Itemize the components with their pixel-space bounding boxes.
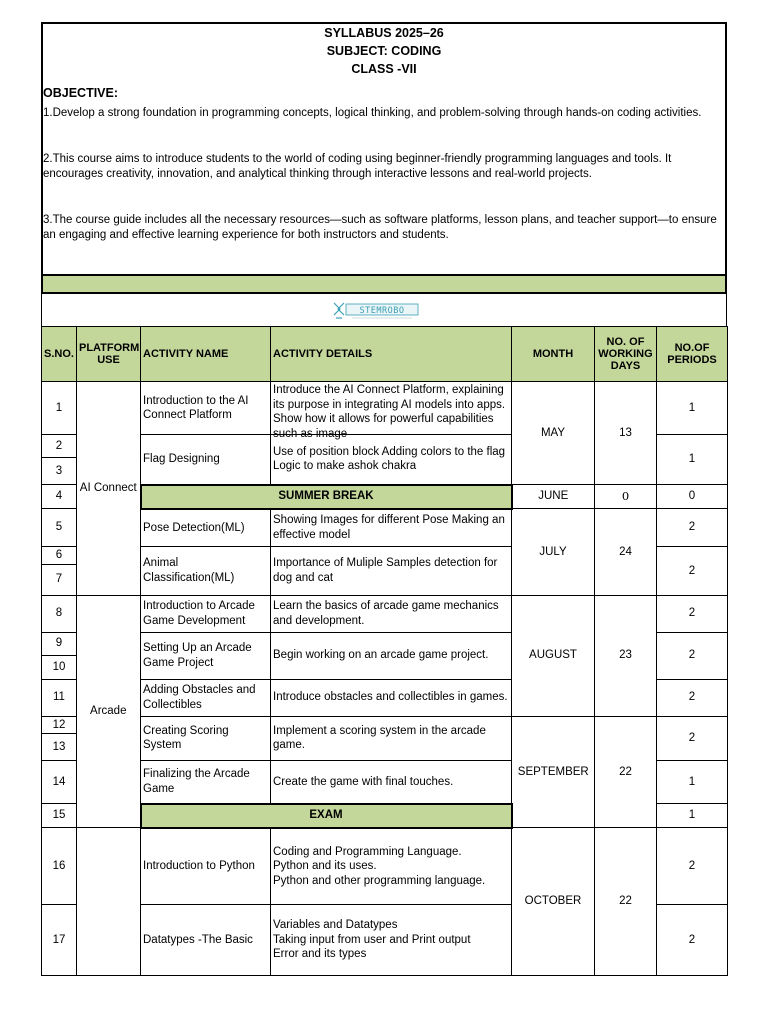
table-row [42, 382, 728, 435]
col-header-activity: ACTIVITY NAME [141, 327, 271, 382]
sno-cell: 1 [42, 382, 77, 435]
activity-cell: Datatypes -The Basic [141, 905, 271, 976]
sno-cell: 9 [42, 632, 77, 655]
activity-cell: Flag Designing [141, 435, 271, 485]
sno-cell: 16 [42, 828, 77, 905]
activity-cell: Introduction to Python [141, 828, 271, 905]
details-cell: Use of position block Adding colors to the flag Logic to make ashok chakra [271, 435, 512, 485]
table-row [42, 485, 728, 509]
objective-3: 3.The course guide includes all the necessary resources—such as software platforms, lesson plans, and teacher support—to ensure an engaging and effective learning experience for both instructors and students. [43, 214, 717, 241]
table-row [42, 595, 728, 632]
periods-cell: 1 [657, 804, 728, 828]
details-cell: Learn the basics of arcade game mechanics and development. [271, 595, 512, 632]
details-line: Coding and Programming Language. [273, 845, 462, 858]
col-header-sno: S.NO. [42, 327, 77, 382]
platform-cell: Arcade [77, 595, 141, 828]
details-line: Taking input from user and Print output [273, 933, 471, 946]
sno-cell: 3 [42, 458, 77, 485]
activity-cell: Adding Obstacles and Collectibles [141, 679, 271, 716]
details-cell: Introduce obstacles and collectibles in games. [271, 679, 512, 716]
details-cell: Importance of Muliple Samples detection for dog and cat [271, 547, 512, 596]
objective-heading: OBJECTIVE: [43, 86, 119, 100]
subject-title: SUBJECT: CODING [326, 44, 442, 58]
sno-cell: 17 [42, 905, 77, 976]
objective-1: 1.Develop a strong foundation in programming concepts, logical thinking, and problem-solving through hands-on coding activities. [43, 107, 702, 119]
summer-break-band: SUMMER BREAK [141, 485, 512, 509]
periods-cell: 1 [657, 435, 728, 485]
month-cell: JUNE [512, 485, 595, 509]
sno-cell: 13 [42, 734, 77, 761]
periods-cell: 2 [657, 828, 728, 905]
activity-cell: Animal Classification(ML) [141, 547, 271, 596]
exam-band: EXAM [141, 804, 512, 828]
periods-cell: 2 [657, 595, 728, 632]
col-header-month: MONTH [512, 327, 595, 382]
periods-cell: 1 [657, 761, 728, 804]
class-title: CLASS -VII [351, 62, 417, 76]
days-cell: 22 [595, 828, 657, 976]
details-text: Introduce the AI Connect Platform, explaining its purpose in integrating AI models into apps. Show how it allows for powerful capabilities such as image [273, 384, 506, 440]
days-cell: 0 [595, 485, 657, 509]
sno-cell: 8 [42, 595, 77, 632]
sno-cell: 7 [42, 564, 77, 595]
col-header-days: NO. OF WORKING DAYS [595, 327, 657, 382]
objective-2: 2.This course aims to introduce students to the world of coding using beginner-friendly programming languages and tools. It encourages creativity, innovation, and analytical thinking through interactive lessons and real-world projects. [43, 153, 672, 180]
periods-cell: 2 [657, 679, 728, 716]
activity-cell: Finalizing the Arcade Game [141, 761, 271, 804]
stemrobo-logo [332, 300, 422, 320]
logo-row [41, 294, 727, 326]
col-header-platform: PLATFORM USE [77, 327, 141, 382]
month-cell: JULY [512, 509, 595, 596]
details-cell [271, 382, 512, 440]
month-cell: AUGUST [512, 595, 595, 716]
periods-cell: 2 [657, 509, 728, 547]
syllabus-header [41, 22, 727, 274]
activity-cell: Setting Up an Arcade Game Project [141, 632, 271, 679]
details-line: Python and other programming language. [273, 874, 486, 887]
days-cell: 22 [595, 716, 657, 828]
month-cell: OCTOBER [512, 828, 595, 976]
syllabus-title: SYLLABUS 2025–26 [324, 26, 444, 40]
sno-cell: 5 [42, 509, 77, 547]
periods-cell: 0 [657, 485, 728, 509]
periods-cell: 2 [657, 547, 728, 596]
details-cell: Implement a scoring system in the arcade game. [271, 716, 512, 761]
table-row [42, 828, 728, 905]
divider-bar [41, 274, 727, 294]
syllabus-table [41, 326, 728, 976]
details-line: Python and its uses. [273, 860, 377, 872]
details-cell: Create the game with final touches. [271, 761, 512, 804]
periods-cell: 2 [657, 905, 728, 976]
activity-cell: Creating Scoring System [141, 716, 271, 761]
table-row [42, 716, 728, 734]
col-header-details: ACTIVITY DETAILS [271, 327, 512, 382]
activity-cell: Introduction to Arcade Game Development [141, 595, 271, 632]
sno-cell: 15 [42, 804, 77, 828]
syllabus-document [41, 22, 727, 976]
details-cell: Begin working on an arcade game project. [271, 632, 512, 679]
details-cell [271, 828, 512, 905]
activity-cell: Pose Detection(ML) [141, 509, 271, 547]
logo-text: STEMROBO [359, 306, 405, 316]
sno-cell: 12 [42, 716, 77, 734]
details-line: Error and its types [273, 948, 367, 961]
details-cell: Showing Images for different Pose Making an effective model [271, 509, 512, 547]
days-cell: 24 [595, 509, 657, 596]
col-header-periods: NO.OF PERIODS [657, 327, 728, 382]
sno-cell: 14 [42, 761, 77, 804]
days-cell: 13 [595, 382, 657, 485]
details-line: Variables and Datatypes [273, 919, 398, 932]
platform-cell: AI Connect [77, 382, 141, 596]
days-cell: 23 [595, 595, 657, 716]
table-row [42, 509, 728, 547]
periods-cell: 2 [657, 716, 728, 761]
sno-cell: 4 [42, 485, 77, 509]
periods-cell: 1 [657, 382, 728, 435]
title-block [43, 24, 725, 78]
month-cell: SEPTEMBER [512, 716, 595, 828]
table-header-row [42, 327, 728, 382]
sno-cell: 2 [42, 435, 77, 458]
activity-cell: Introduction to the AI Connect Platform [141, 382, 271, 435]
sno-cell: 11 [42, 679, 77, 716]
periods-cell: 2 [657, 632, 728, 679]
platform-cell-empty [77, 828, 141, 976]
details-cell [271, 905, 512, 976]
sno-cell: 10 [42, 655, 77, 679]
sno-cell: 6 [42, 547, 77, 565]
month-cell: MAY [512, 382, 595, 485]
